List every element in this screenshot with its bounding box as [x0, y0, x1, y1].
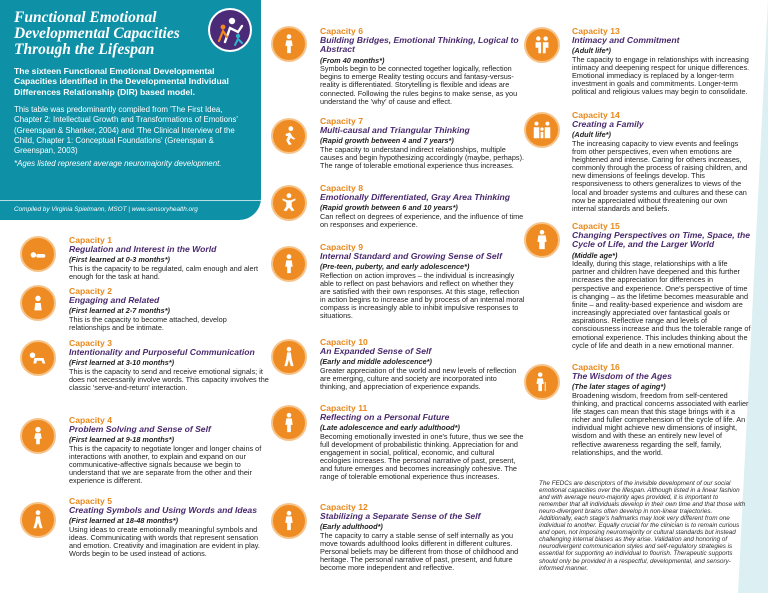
capacity-13	[572, 27, 752, 96]
capacity-15	[572, 222, 752, 350]
baby-crawling-icon	[20, 340, 56, 376]
capacity-age: (From 40 months*)	[320, 55, 385, 65]
capacity-number: Capacity 3	[69, 338, 112, 348]
capacity-description: The capacity to understand indirect relationships, multiple causes and begin hypothesizing accordingly (maybe, perhaps). The range of tolerable emotional experience thus increases.	[320, 144, 525, 171]
middle-age-icon	[524, 222, 560, 258]
young-adult-icon	[271, 405, 307, 441]
adult-standing-icon	[271, 503, 307, 539]
capacity-age: (Rapid growth between 6 and 10 years*)	[320, 203, 458, 213]
capacity-description: This is the capacity to be regulated, calm enough and alert enough for the task at hand.	[69, 263, 259, 281]
capacity-title: Stabilizing a Separate Sense of the Self	[320, 511, 481, 521]
capacity-title: Creating Symbols and Using Words and Ideas	[69, 505, 257, 515]
age-note: *Ages listed represent average neuromajority development.	[14, 159, 222, 169]
capacity-9	[320, 243, 525, 321]
capacity-6	[320, 27, 525, 106]
page-title: Functional Emotional Developmental Capacities Through the Lifespan	[14, 9, 180, 58]
capacity-number: Capacity 9	[320, 242, 363, 252]
capacity-title: Engaging and Related	[69, 295, 160, 305]
child-running-icon	[271, 118, 307, 154]
capacity-3	[69, 339, 269, 392]
capacity-number: Capacity 13	[572, 26, 620, 36]
source-note: This table was predominantly compiled from 'The First Idea, Chapter 2: Intellectual Growth and Transformations of Emotions' (Greenspan & Shanker, 2004) and 'The Clinical Interview of the Child, Chapter 1: Conceptual Foundations' (Greenspan & Greenspan, 2003)	[14, 105, 238, 156]
capacity-title: Intimacy and Commitment	[572, 35, 680, 45]
capacity-5	[69, 497, 269, 558]
capacity-age: (The later stages of aging*)	[572, 382, 666, 392]
capacity-10	[320, 338, 525, 391]
capacity-age: (Adult life*)	[572, 130, 611, 140]
page-subtitle: The sixteen Functional Emotional Developmental Capacities identified in the Developmental Individual Differences Relationship (DIR) based model.	[14, 66, 229, 97]
sensory-health-logo	[208, 8, 252, 52]
capacity-number: Capacity 8	[320, 183, 363, 193]
capacity-description: The capacity to carry a stable sense of self internally as you move towards adulthood looks different in different cultures. Personal beliefs may be different from those of childhood and heritage. The personal narrative of past, present, and future become more independent and reflective.	[320, 530, 519, 573]
capacity-12	[320, 503, 525, 572]
capacity-number: Capacity 14	[572, 110, 620, 120]
baby-lying-icon	[20, 236, 56, 272]
capacity-8	[320, 184, 525, 229]
capacity-number: Capacity 5	[69, 496, 112, 506]
capacity-title: Building Bridges, Emotional Thinking, Logical to Abstract	[320, 35, 519, 55]
capacity-age: (Middle age*)	[572, 250, 618, 260]
capacity-number: Capacity 10	[320, 337, 368, 347]
capacity-number: Capacity 11	[320, 403, 368, 413]
footnote: The FEDCs are descriptors of the invisible development of our social emotional capacities over the lifespan. Although listed in a linear fashion and with average neuro-majority ages provided, it is important to remember that all individuals develop in their own time and that those with neuro-divergent brains often develop in non-linear trajectories. Additionally, each stage's hallmarks may look very different from one individual to another. Equally crucial for the clinician is to remain curious and open, not imposing neuromajority or cultural standards but instead challenging internal biases as they arise. Validation and honoring of neurodivergent communication styles and self-regulatory strategies is essential for supporting an individual to flourish. Therapeutic supports should only be provided in a respectful, developmental, and sensory-informed manner.	[539, 480, 746, 572]
baby-sitting-icon	[20, 285, 56, 321]
capacity-age: (Rapid growth between 4 and 7 years*)	[320, 136, 454, 146]
credit-line: Compiled by Virginia Spielmann, MSOT | www.sensoryhealth.org	[0, 200, 261, 220]
capacity-number: Capacity 2	[69, 286, 112, 296]
capacity-age: (First learned at 2-7 months*)	[69, 306, 170, 316]
capacity-title: An Expanded Sense of Self	[320, 346, 432, 356]
child-standing-icon	[271, 26, 307, 62]
capacity-14	[572, 111, 752, 213]
capacity-number: Capacity 12	[320, 502, 368, 512]
capacity-description: Symbols begin to be connected together logically, reflection begins to emerge Reality testing occurs and fantasy-versus-reality is differentiated. Storytelling is flexible and ideas are connected. Following the rules begins to make sense, as you understand the 'why' of cause and effect.	[320, 64, 518, 106]
capacity-description: Using ideas to create emotionally meaningful symbols and ideas. Communicating with words that represent sensation and emotion. Creativity and imagination are evident in play. Words begin to be used instead of actions.	[69, 524, 260, 559]
capacity-age: (Early adulthood*)	[320, 522, 383, 532]
capacity-age: (Late adolescence and early adulthood*)	[320, 423, 460, 433]
capacity-number: Capacity 4	[69, 415, 112, 425]
capacity-11	[320, 404, 525, 482]
capacity-age: (First learned at 9-18 months*)	[69, 435, 175, 445]
capacity-age: (First learned at 0-3 months*)	[69, 255, 170, 265]
capacity-number: Capacity 16	[572, 362, 620, 372]
capacity-title: Multi-causal and Triangular Thinking	[320, 125, 470, 135]
capacity-2	[69, 287, 269, 332]
capacity-description: Ideally, during this stage, relationships with a life partner and children have deepened and this further increases the appreciation for differences in perspective and experience. One's perspective of time is changing – as the lifetime becomes measurable and finite – and reality-based experience and wisdom are increasingly appreciated over fantastical goals or aspirations. Reflective range and levels of consciousness increase and thus the tolerable range of emotional experience. This includes thinking about the cycle of life and death in a new emotional manner.	[572, 259, 751, 350]
capacity-number: Capacity 7	[320, 116, 363, 126]
teen-walking-icon	[271, 339, 307, 375]
capacity-description: Reflection on action improves – the individual is increasingly able to reflect on past behaviors and reflect on whether they are satisfied with their own responses. At this stage, reflection in action begins to increase and by process of an internal moral compass is increasingly able to inhibit impulsive responses to situations.	[320, 270, 525, 321]
capacity-description: Broadening wisdom, freedom from self-centered thinking, and practical concerns associated with earlier life stages can mean that this stage brings with it a richer and fuller comprehension of the cycle of life. An individual might achieve new dimensions of insight, wisdom and with these an entirely new level of reflective awareness regarding the self, family, relationships, and the world.	[572, 390, 749, 457]
toddler-standing-icon	[20, 418, 56, 454]
capacity-title: Internal Standard and Growing Sense of Self	[320, 251, 502, 261]
capacity-age: (First learned at 18-48 months*)	[69, 516, 179, 526]
capacity-description: This is the capacity to become attached, develop relationships and be intimate.	[69, 314, 227, 332]
preteen-icon	[271, 246, 307, 282]
capacity-description: Becoming emotionally invested in one's future, thus we see the full development of probabilistic thinking. Appreciation for and engagement in social, political, economic, and cultural ecologies increases. The personal narrative of past, present, and future emerges and becomes increasingly cohesive. The range of tolerable emotional experience thus increases.	[320, 431, 524, 482]
child-jumping-icon	[271, 185, 307, 221]
capacity-title: Changing Perspectives on Time, Space, the Cycle of Life, and the Larger World	[572, 230, 750, 250]
capacity-description: This is the capacity to negotiate longer and longer chains of interactions with another, to explain and expand on our communicative-affective signals because we begin to understand that we are separate from the other and their experience is different.	[69, 443, 262, 486]
capacity-7	[320, 117, 525, 170]
family-icon	[524, 112, 560, 148]
capacity-description: Can reflect on degrees of experience, and the influence of time on responses and experience.	[320, 211, 524, 229]
capacity-title: The Wisdom of the Ages	[572, 371, 672, 381]
child-walking-icon	[20, 502, 56, 538]
capacity-description: Greater appreciation of the world and new levels of reflection are emerging, culture and society are incorporated into thinking, and appreciation of experience expands.	[320, 365, 517, 392]
couple-icon	[524, 27, 560, 63]
capacity-4	[69, 416, 269, 485]
capacity-title: Emotionally Differentiated, Gray Area Thinking	[320, 192, 511, 202]
capacity-age: (Early and middle adolescence*)	[320, 357, 432, 367]
capacity-description: The capacity to engage in relationships with increasing intimacy and deepening respect for unique differences. Emotional immediacy is replaced by a longer-term investment in goals and commitments. Longer-term political and religious values may begin to consolidate.	[572, 54, 750, 97]
capacity-title: Regulation and Interest in the World	[69, 244, 217, 254]
capacity-description: This is the capacity to send and receive emotional signals; it does not necessarily involve words. This capacity involves the classic 'serve-and-return' interaction.	[69, 366, 269, 393]
capacity-title: Reflecting on a Personal Future	[320, 412, 450, 422]
capacity-number: Capacity 15	[572, 221, 620, 231]
capacity-age: (First learned at 3-10 months*)	[69, 358, 175, 368]
capacity-description: The increasing capacity to view events and feelings from other perspectives, even when emotions are heightened and intense. Caring for others increases, commonly through the process of raising children, and new dimensions of feelings develop. This responsiveness to others generalizes to views of the local and broader systems and cultures and these can now be appreciated without threatening our own internal standards and beliefs.	[572, 138, 748, 213]
capacity-number: Capacity 1	[69, 235, 112, 245]
capacity-16	[572, 363, 752, 457]
capacity-number: Capacity 6	[320, 26, 363, 36]
capacity-title: Intentionality and Purposeful Communication	[69, 347, 255, 357]
capacity-age: (Adult life*)	[572, 46, 611, 56]
capacity-title: Problem Solving and Sense of Self	[69, 424, 211, 434]
capacity-title: Creating a Family	[572, 119, 644, 129]
capacity-age: (Pre-teen, puberty, and early adolescence*)	[320, 262, 470, 272]
elder-with-cane-icon	[524, 364, 560, 400]
capacity-1	[69, 236, 269, 281]
